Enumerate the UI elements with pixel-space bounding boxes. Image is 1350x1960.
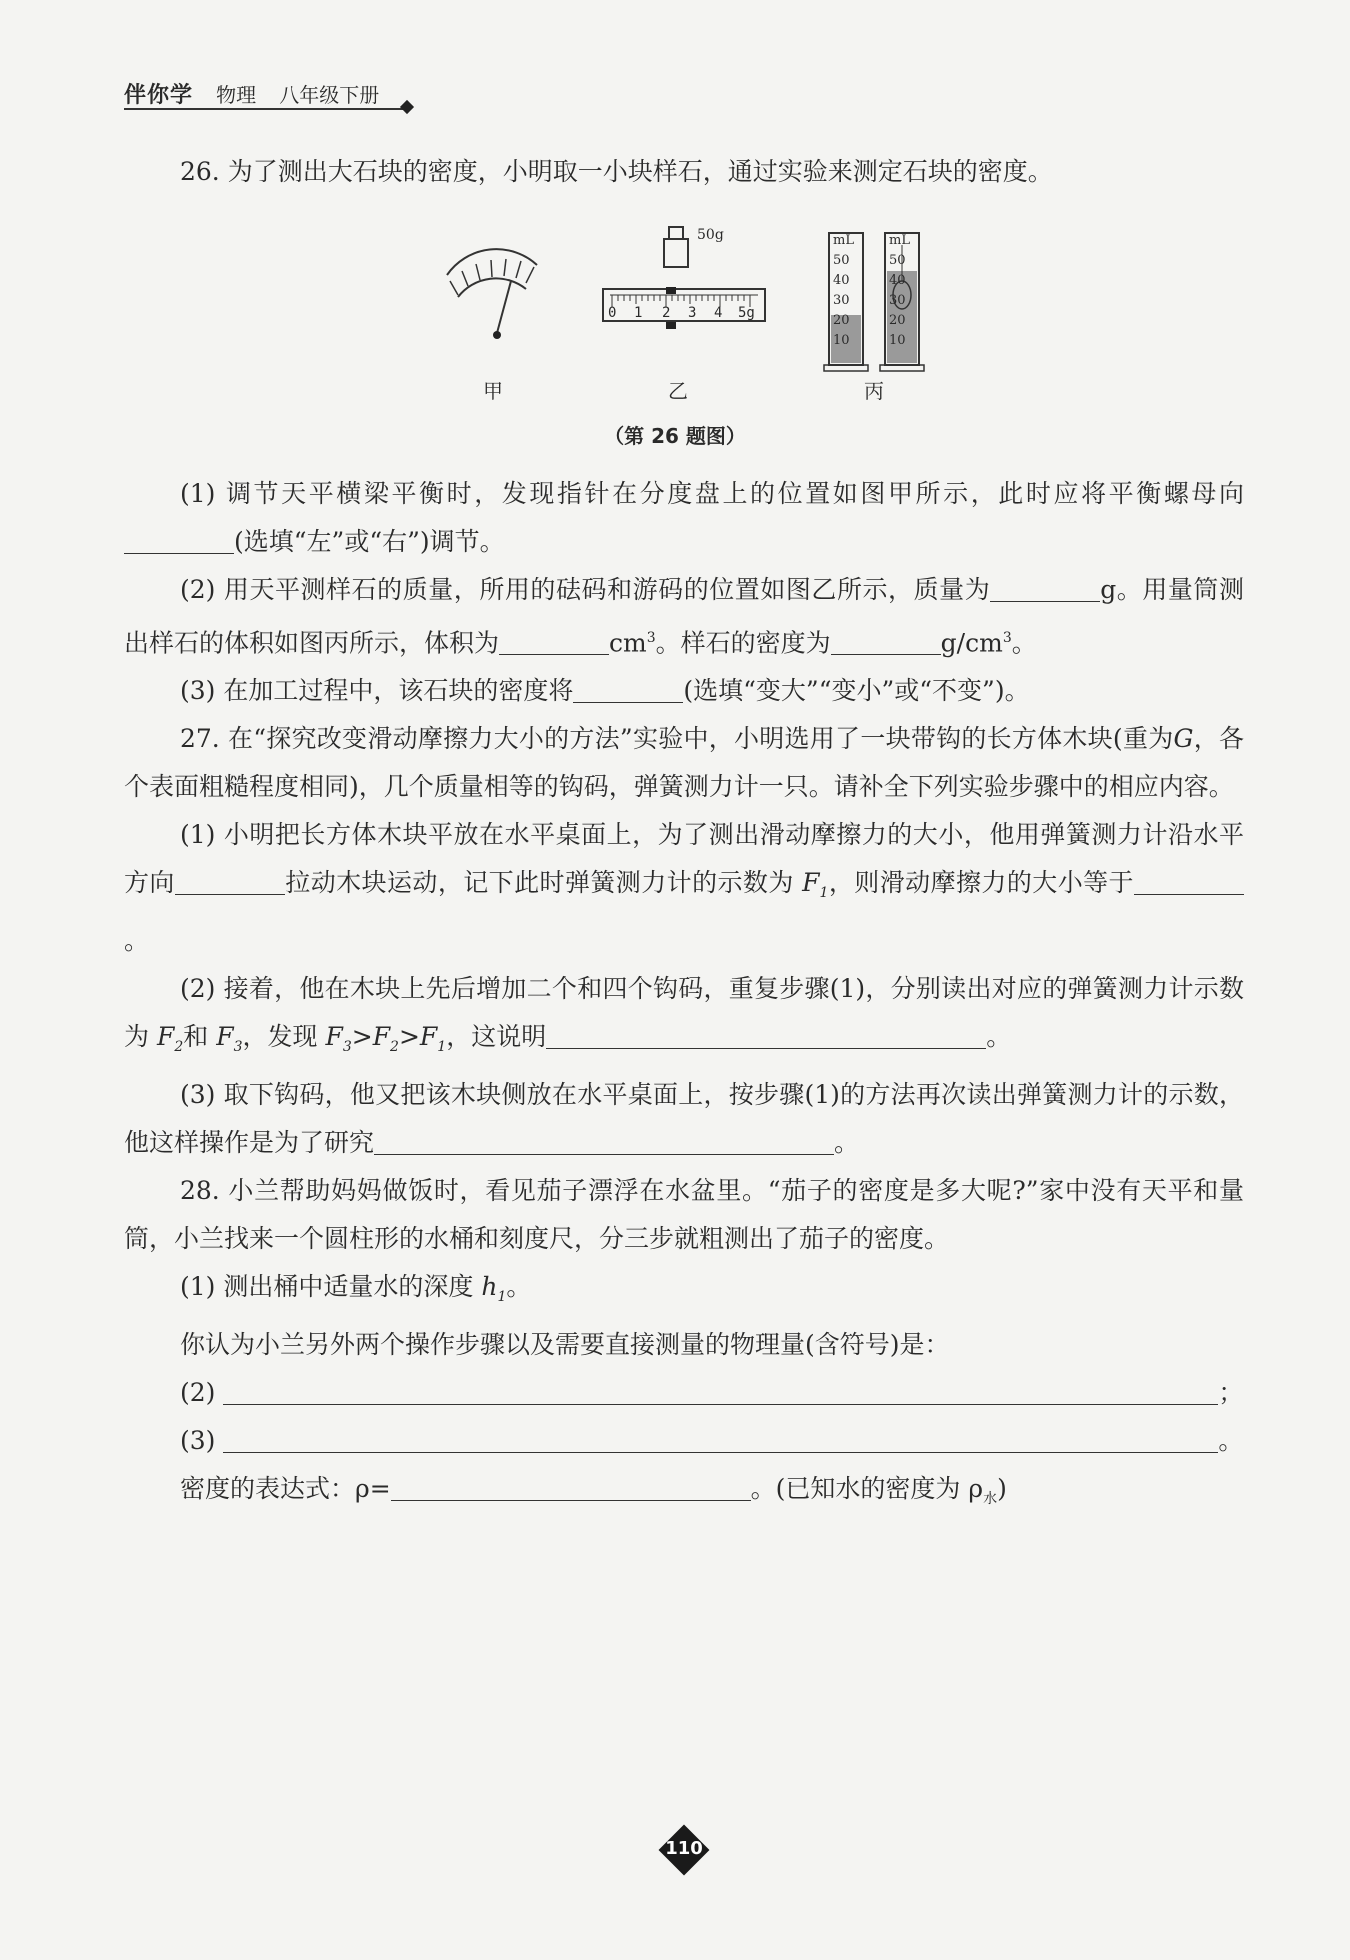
water-subscript: 水 [983,1491,998,1508]
q26-part2-unit-g: g。用量 [1100,575,1194,604]
q27-part2-found: ，发现 [242,1022,318,1052]
q26-part1-text-end: (选填“左”或“右”)调节。 [234,527,505,556]
brand-name: 伴你学 [124,83,194,108]
q26-part3 [124,667,1244,715]
cylinder-right-scale [889,231,910,351]
answer-blank[interactable] [499,626,609,655]
q28-density-expression [124,1465,1244,1523]
cylinder-tick: 30 [833,293,850,308]
q28-part3-label: (3) [180,1426,216,1456]
expression-close: ) [997,1474,1007,1504]
q27-part1-text: (1) 小明把长方体木块平放在水平桌面上，为了测出滑动摩擦力的大小，他用弹簧测力计沿水平方向 [124,820,1244,898]
q26-part2-text-volume: 筒测出样石的体积如图丙所示，体积为 [124,575,1244,658]
inequality-f3-f2-f1: $F_3>F_2>F_1$ [325,1022,447,1056]
q26-part1 [124,470,1244,566]
answer-blank[interactable] [223,1376,1218,1405]
page-number-badge [660,1826,708,1874]
answer-blank[interactable] [831,626,941,655]
question-26-stem-block [124,148,1244,196]
semicolon: ； [1218,1378,1244,1408]
q26-part2: (2) 用天平测样石的质量，所用的砝码和游码的位置如图乙所示，质量为 g。用量筒测出样石的体积如图丙所示，体积为 $cm^3$。样石的密度为 $g/cm^3$。 [124,575,1244,658]
cylinder-tick: 20 [833,313,850,328]
answer-blank[interactable] [374,1126,834,1155]
header-rule [124,108,406,110]
q28-part1-text: (1) 测出桶中适量水的深度 [180,1272,474,1302]
cylinder-tick: 10 [833,333,850,348]
answer-blank[interactable] [990,573,1100,602]
q27-part3 [124,1071,1244,1167]
cylinder-tick: 10 [889,333,906,348]
period: 。 [834,1128,860,1158]
q27-stem-text-end: ，各个表面粗糙程度相同)，几个质量相等的钩码，弹簧测力计一只。请补全下列实验步骤中的相应内容。 [124,724,1244,802]
period: 。 [1218,1426,1244,1456]
cylinder-tick: 50 [833,253,850,268]
q28-part2-label: (2) [180,1378,216,1408]
q27-part1-text-mid: 拉动木块运动，记下此时弹簧测力计的示数为 [284,868,794,898]
period: 。 [506,1272,532,1302]
figure-26 [0,215,1350,455]
question-28-stem: 28. 小兰帮助妈妈做饭时，看见茄子漂浮在水盆里。“茄子的密度是多大呢?”家中没有天平和量筒，小兰找来一个圆柱形的水桶和刻度尺，分三步就粗测出了茄子的密度。 [124,1176,1244,1254]
ruler-tick: 4 [714,305,723,321]
q27-part2-text: (2) 接着，他在木块上先后增加二个和四个钩码，重复步骤(1)，分别读出对应的弹簧测力计示数为 [124,974,1244,1052]
answer-blank[interactable] [175,866,285,895]
symbol-h1: $h_1$ [481,1272,507,1306]
q28-part3 [124,1417,1244,1465]
q26-part3-text: (3) 在加工过程中，该石块的密度将 [180,676,574,706]
symbol-f1: $F_1$ [802,868,829,902]
running-header [124,78,414,109]
question-27-stem [124,715,1244,811]
answer-blank[interactable] [223,1424,1218,1453]
q26-part2-text-density: 。样石的密度为 [655,628,831,658]
q27-part1-text-equal: ，则滑动摩擦力的大小等于 [828,868,1134,898]
symbol-g: G [1173,724,1194,754]
cylinder-tick: 50 [889,253,906,268]
expression-label: 密度的表达式：ρ= [180,1474,391,1504]
q27-part2-shows: ，这说明 [446,1022,547,1052]
subject-label: 物理 [216,83,257,107]
figure-label-yi: 乙 [668,379,688,403]
q27-part3-text: (3) 取下钩码，他又把该木块侧放在水平桌面上，按步骤(1)的方法再次读出弹簧测力计的示数，他这样操作是为了研究 [124,1080,1244,1158]
symbol-f2: $F_2$ [156,1022,184,1056]
ruler-tick: 3 [688,305,697,321]
q28-prompt: 你认为小兰另外两个操作步骤以及需要直接测量的物理量(含符号)是： [180,1330,950,1360]
page-number: 110 [665,1838,703,1859]
cylinder-unit: mL [833,233,854,248]
period: 。 [124,926,150,956]
answer-blank[interactable] [391,1472,751,1501]
answer-blank[interactable] [573,674,683,703]
q26-part3-text-end: (选填“变大”“变小”或“不变”)。 [683,676,1030,706]
cylinder-left-scale [833,231,854,351]
figure-label-bing: 丙 [864,379,884,403]
ruler-tick: 0 [608,305,617,321]
cylinder-tick: 20 [889,313,906,328]
q26-part1-text: (1) 调节天平横梁平衡时，发现指针在分度盘上的位置如图甲所示，此时应将平衡螺母向 [180,479,1244,508]
answer-blank[interactable] [124,525,234,554]
figure-26-caption: （第 26 题图） [604,424,746,448]
q28-part1 [124,1263,1244,1321]
unit-cm: cm [609,628,647,658]
figure-label-jia: 甲 [483,379,503,403]
questions-body [124,470,1244,1523]
cylinder-unit: mL [889,233,910,248]
cylinder-tick: 30 [889,293,906,308]
symbol-f3: $F_3$ [216,1022,243,1056]
ruler-tick: 2 [662,305,671,321]
cylinder-tick: 40 [833,273,850,288]
grade-label: 八年级下册 [279,83,380,107]
cylinder-tick: 40 [889,273,906,288]
q27-part2-and: 和 [183,1022,209,1052]
q27-part2 [124,965,1244,1071]
q28-part2 [124,1369,1244,1417]
balance-scale-dial-icon [447,249,537,339]
answer-blank[interactable] [1134,866,1244,895]
q27-part1 [124,811,1244,965]
unit-g-per-cm: g/cm [940,628,1003,658]
question-26-stem: 26. 为了测出大石块的密度，小明取一小块样石，通过实验来测定石块的密度。 [180,157,1053,186]
period: 。 [1011,628,1037,658]
answer-blank[interactable] [546,1020,986,1049]
expression-note: 。(已知水的密度为 ρ [750,1474,984,1504]
ruler-tick: 5g [738,305,755,321]
weight-label: 50g [697,227,724,243]
ruler-tick: 1 [634,305,643,321]
figure-26-drawing [0,215,1350,455]
period: 。 [986,1022,1012,1052]
q27-stem-text: 27. 在“探究改变滑动摩擦力大小的方法”实验中，小明选用了一块带钩的长方体木块(重为 [180,724,1174,754]
q26-part2-text: (2) 用天平测样石的质量，所用的砝码和游码的位置如图乙所示，质量为 [180,575,991,604]
